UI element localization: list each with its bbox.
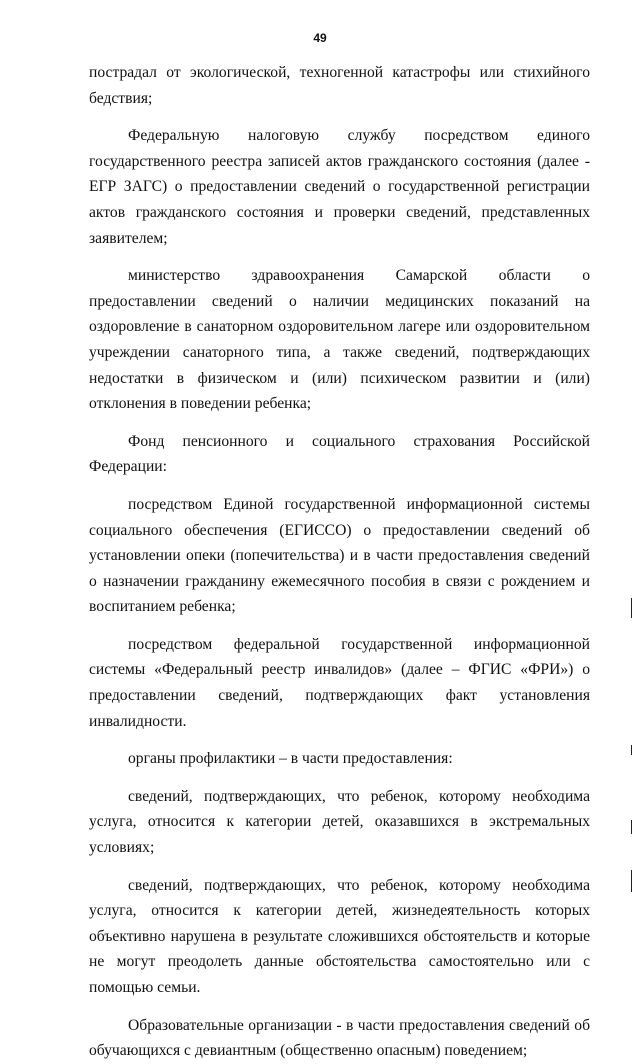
scan-artifact-mark (631, 820, 632, 834)
scan-artifact-mark (631, 745, 632, 755)
paragraph-5: посредством Единой государственной информационной системы социального обеспечения (ЕГИССО) о предоставлении сведений об установлении опеки (попечительства) и в части предоставления сведений о назначении гражданину ежемесячного пособия в связи с рождением и воспитанием ребенка; (89, 495, 590, 616)
paragraph-4: Фонд пенсионного и социального страхования Российской Федерации: (89, 432, 590, 476)
paragraph-10: Образовательные организации - в части предоставления сведений об обучающихся с девиантным (общественно опасным) поведением; (89, 1016, 590, 1060)
scan-artifact-mark (631, 598, 632, 618)
paragraph-2: Федеральную налоговую службу посредством единого государственного реестра записей актов гражданского состояния (далее - ЕГР ЗАГС) о предоставлении сведений о государственной регистрации актов гражданского состояния и проверки сведений, представленных заявителем; (89, 127, 590, 247)
paragraph-1: пострадал от экологической, техногенной катастрофы или стихийного бедствия; (89, 64, 590, 107)
paragraph-6: посредством федеральной государственной информационной системы «Федеральный реестр инвалидов» (далее – ФГИС «ФРИ») о предоставлении сведений, подтверждающих факт установления инвалидности. (89, 635, 590, 730)
page-number: 49 (313, 31, 327, 45)
scan-artifact-mark (631, 870, 632, 892)
paragraph-7: органы профилактики – в части предоставления: (128, 750, 453, 768)
paragraph-9: сведений, подтверждающих, что ребенок, которому необходима услуга, относится к категории детей, жизнедеятельность которых объективно нарушена в результате сложившихся обстоятельств и которые не могут преодолеть данные обстоятельства самостоятельно или с помощью семьи. (89, 876, 590, 996)
document-body (89, 60, 590, 1064)
paragraph-8: сведений, подтверждающих, что ребенок, которому необходима услуга, относится к категории детей, оказавшихся в экстремальных условиях; (89, 787, 590, 857)
paragraph-3: министерство здравоохранения Самарской области о предоставлении сведений о наличии медицинских показаний на оздоровление в санаторном оздоровительном лагере или оздоровительном учреждении санаторного типа, а также сведений, подтверждающих недостатки в физическом и (или) психическом развитии и (или) отклонения в поведении ребенка; (89, 267, 590, 413)
